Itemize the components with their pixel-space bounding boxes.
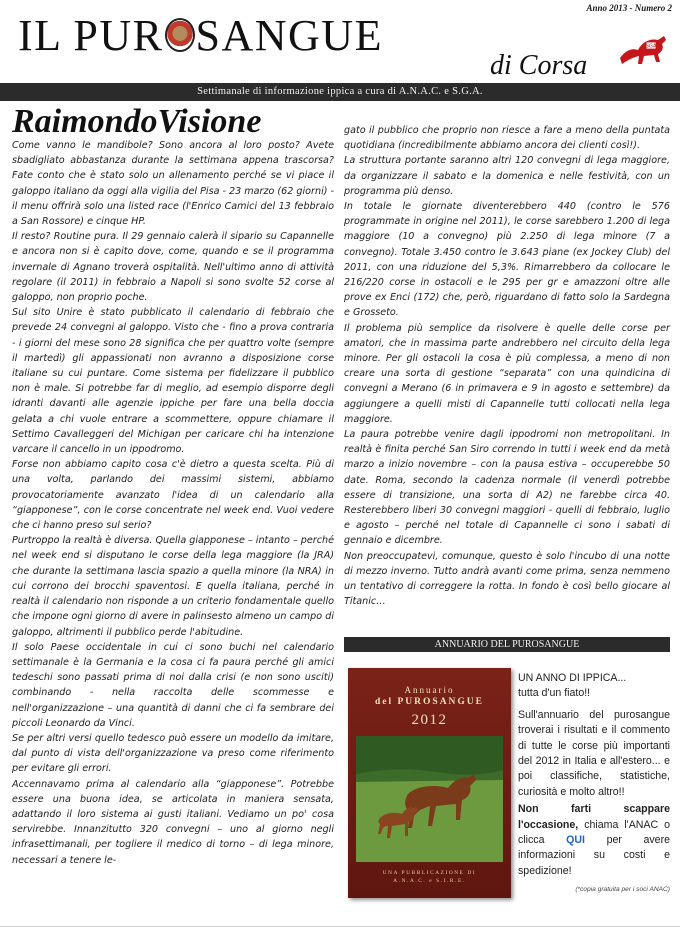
promo-cta-text-end: per avere informazioni su costi e spedizione! — [518, 834, 670, 877]
masthead-title-part2: SANGUE — [195, 11, 383, 60]
promo-cta-bold: Non farti scappare l'occasione, — [518, 803, 670, 831]
annuario-promo — [518, 671, 670, 898]
promo-link[interactable]: QUI — [566, 834, 585, 847]
cover-publisher-line1: UNA PUBBLICAZIONE DI — [382, 870, 477, 876]
horse-seal-icon — [165, 18, 195, 52]
article-paragraph: Forse non abbiamo capito cosa c'è dietro a questa scelta. Più di una volta, parlando dei massimi sistemi, abbiamo provocatoriamente avanzato l'idea di un calendario alla “giapponese”, con le corse concentrate nel week end. Vuoi vedere che ci hanno preso sul serio? — [12, 459, 334, 532]
article-paragraph: Sul sito Unire è stato pubblicato il calendario di febbraio che prevede 24 convegni al galoppo. Visto che - fino a prova contraria - i giorni del mese sono 28 significa che per quattro volte (sempre il martedì) gli appassionati non avranno a disposizione corse italiane su cui puntare. Come sistema per fidelizzare il pubblico non è male. Si potrebbe far di meglio, ad esempio disporre degli idranti davanti alle agenzie ippiche per fare una bella doccia gelata a chi vuole entrare a scommettere, oppure chiamare il Settimo Cavalleggeri del Michigan per caricare chi ha intenzione varcare il cancello in un ippodromo. — [12, 307, 334, 456]
article-paragraph: Il problema più semplice da risolvere è quelle delle corse per amatori, che in massima parte andrebbero nel circuito della lega minore. Per gli ostacoli la cosa è più complessa, a meno di non creare una sorta di gestione “separata” con una quindicina di convegni a Merano (6 in primavera e 9 in agosto e settembre) da aggiungere a quelli misti di Capannelle tutti collocati nella lega maggiore. — [344, 322, 670, 425]
article-left-column — [12, 138, 334, 868]
masthead-title-part1: IL PUR — [18, 11, 164, 60]
article-paragraph: Se per altri versi quello tedesco può essere un modello da imitare, dal punto di vista dell'organizzazione va preso come riferimento per evitare gli errori. — [12, 732, 334, 775]
article-paragraph: La struttura portante saranno altri 120 convegni di lega maggiore, da organizzare il sabato e la domenica e nelle festività, con un programma più denso. — [344, 155, 670, 197]
article-headline: RaimondoVisione — [12, 103, 262, 140]
annuario-section-title: ANNUARIO DEL PUROSANGUE — [344, 637, 670, 652]
promo-note: (*copia gratuita per i soci ANAC) — [575, 886, 670, 894]
article-paragraph: gato il pubblico che proprio non riesce a fare a meno della puntata quotidiana (incredibilmente abbiamo ancora dei clienti così!). — [344, 125, 670, 152]
article-paragraph: Purtroppo la realtà è diversa. Quella giapponese – intanto – perché nel week end si disputano le corse della lega maggiore (la JRA) che durante la settimana lascia spazio a quella minore (la NRA) in cui corrono dei brocchi spaventosi. E quella italiana, perché in realtà il calendario non risponde a un criterio fondamentale quello che impone ogni giorno di avere in palinsesto almeno un campo di galoppo, altrimenti il pubblico perde l'abitudine. — [12, 535, 334, 638]
promo-title: UN ANNO DI IPPICA... — [518, 672, 627, 684]
horses-illustration-icon — [356, 736, 503, 862]
annuario-cover[interactable] — [348, 668, 511, 898]
footer-divider — [0, 926, 680, 927]
masthead-title — [18, 11, 383, 60]
article-right-column — [344, 123, 670, 610]
article-paragraph: Il solo Paese occidentale in cui ci sono buchi nel calendario settimanale è la Germania e la cosa ci fa paura perché gli amici tedeschi sono passati prima di noi dalla crisi (e non sono usciti) combinando - nella raccolta delle scommesse e nell'organizzazione – una quantità di danni che ci fa sembrare dei piccoli Leonardo da Vinci. — [12, 641, 334, 729]
article-paragraph: La paura potrebbe venire dagli ippodromi non metropolitani. In realtà è finita perché San Siro correndo in tutti i week end da metà marzo a inizio novembre – con la pausa estiva – occuperebbe 50 date. Roma, secondo la cadenza normale (il venerdì potrebbe essere di transizione, una sorta di A2) ne farebbe circa 40. Resterebbero liberi 30 convegni maggiori - quelli di febbraio, luglio e agosto – perché nel totale di Capannelle ci sono i sabati di gennaio e dicembre. — [344, 429, 670, 547]
article-paragraph: Accennavamo prima al calendario alla “giapponese”. Potrebbe essere una buona idea, se articolata in maniera sensata, adattando il loro sistema ai gusti italiani. Vediamo un po' cosa servirebbe. Innanzitutto 320 convegni – uno al giorno negli infrasettimanali, per togliere il medico di torno – di lega minore, necessari a tenere le- — [12, 778, 334, 866]
cover-title-line1: Annuario — [404, 685, 455, 695]
tagline-banner: Settimanale di informazione ippica a cura di A.N.A.C. e S.G.A. — [0, 83, 680, 101]
promo-cta — [518, 802, 670, 879]
cover-title-line2: del PUROSANGUE — [374, 697, 485, 707]
promo-cta-text: chiama l'ANAC o clicca — [518, 818, 670, 847]
article-paragraph: Non preoccupatevi, comunque, questo è solo l'incubo di una notte di mezzo inverno. Tutto andrà avanti come prima, senza nemmeno un tentativo di correggere la rotta. In fondo è così bello giocare al Titanic… — [344, 550, 670, 608]
horses-photo — [356, 736, 503, 862]
article-paragraph: In totale le giornate diventerebbero 440 (contro le 576 programmate in origine nel 2011), le corse sarebbero 1.200 di lega maggiore (10 a convegno) più 2.250 di lega minore (7 a convegno). Totale 3.450 contro le 3.643 piane (ex Jockey Club) del 2011, con una riduzione del 5,3%. Rimarrebbero da collocare le 216/220 corse in ostacoli e le 295 per gr e amazzoni oltre alle prove ex Enci (172) che, però, riguardano di fatto solo la Sardegna e Grosseto. — [344, 201, 670, 319]
article-paragraph: Il resto? Routine pura. Il 29 gennaio calerà il sipario su Capannelle e ancora non si è capito dove, come, quando e se il programma invernale di Agnano troverà ospitalità. Nell'ultimo anno di attività regolare (il 2011) in febbraio a Napoli si sono svolte 52 corse al galoppo, non proprio poche. — [12, 231, 334, 304]
cover-year: 2012 — [411, 712, 448, 728]
promo-subtitle: tutta d'un fiato!! — [518, 687, 591, 700]
svg-text:SGA: SGA — [645, 43, 657, 50]
issue-info: Anno 2013 - Numero 2 — [586, 3, 672, 13]
promo-body: Sull'annuario del purosangue troverai i risultati e il commento di tutte le corse più importanti del 2012 in Italia e all'estero... e poi classifiche, statistiche, curiosità e molto altro!! — [518, 708, 670, 798]
article-paragraph: Come vanno le mandibole? Sono ancora al loro posto? Avete sbadigliato abbastanza durante la settimana appena trascorsa? Fate conto che è stato solo un allenamento perché se vi piace il galoppo italiano da oggi alla vigilia del Pisa - 23 marzo (62 giorni) - il menu offrirà solo una listed race (l'Enrico Camici del 13 febbraio a San Rossore) e cinque HP. — [12, 140, 334, 228]
masthead-subtitle: di Corsa — [490, 50, 588, 81]
cover-publisher-line2: A.N.A.C. e S.I.R.E. — [393, 878, 466, 884]
racehorse-logo-icon — [616, 28, 670, 68]
